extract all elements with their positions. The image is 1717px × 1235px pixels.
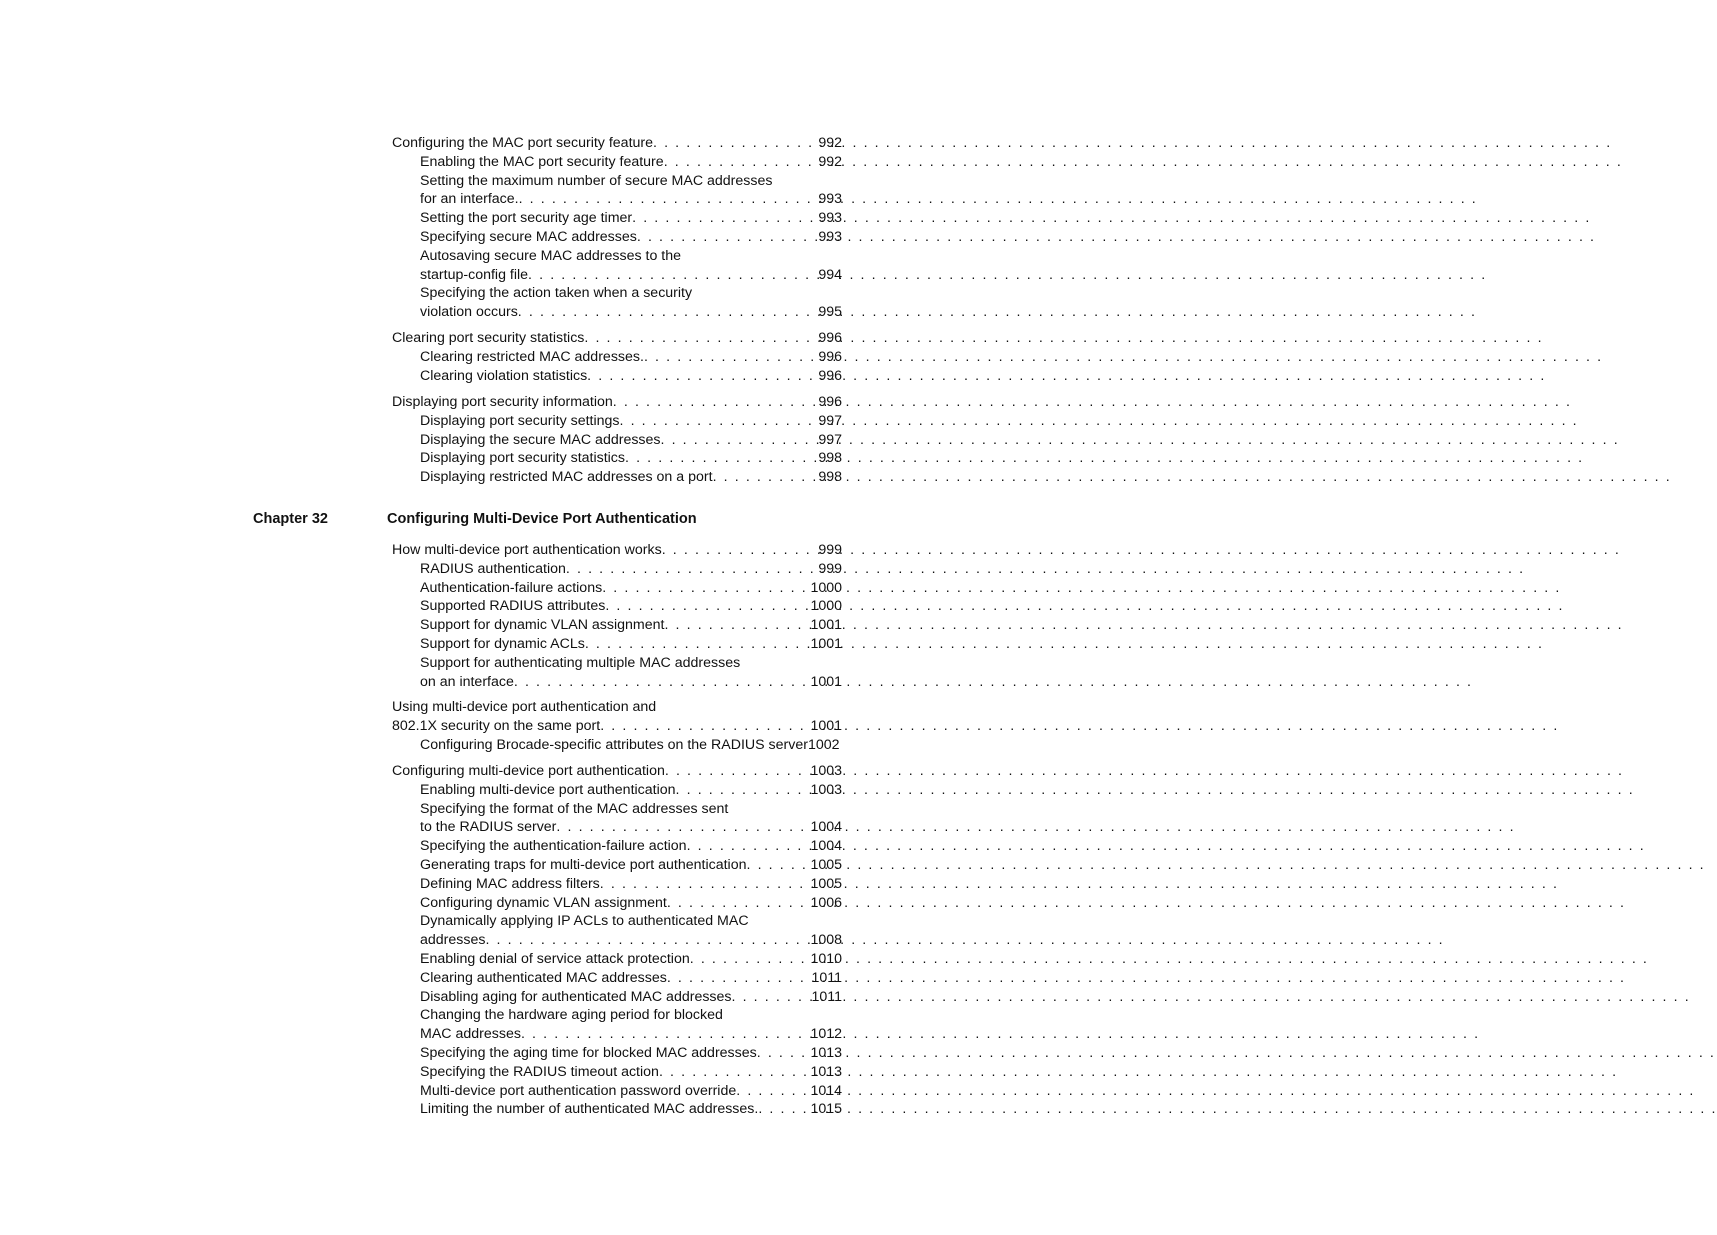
toc-dot-leader bbox=[644, 348, 816, 367]
toc-entry[interactable] bbox=[392, 329, 842, 348]
toc-entry-title: Configuring Brocade-specific attributes on the RADIUS server bbox=[420, 736, 808, 753]
toc-dot-leader bbox=[600, 875, 809, 894]
toc-entry[interactable] bbox=[392, 303, 842, 322]
toc-dot-leader bbox=[521, 1025, 809, 1044]
toc-entry[interactable] bbox=[392, 950, 842, 969]
toc-entry[interactable] bbox=[392, 579, 842, 598]
toc-dot-leader bbox=[584, 329, 816, 348]
toc-page-number: 996 bbox=[818, 330, 842, 346]
toc-dot-leader bbox=[528, 266, 816, 285]
toc-entry-title: Authentication-failure actions bbox=[420, 579, 603, 596]
toc-entry-title: Configuring multi-device port authentication bbox=[392, 763, 665, 779]
toc-entry-title: for an interface. bbox=[420, 191, 519, 208]
toc-entry[interactable] bbox=[392, 228, 842, 247]
toc-dot-leader bbox=[757, 1044, 809, 1063]
toc-page-number: 1005 bbox=[810, 856, 842, 873]
toc-dot-leader bbox=[687, 837, 809, 856]
toc-entry-title: Specifying the aging time for blocked MAC addresses bbox=[420, 1044, 757, 1061]
toc-dot-leader bbox=[613, 393, 817, 412]
toc-page-number: 1011 bbox=[811, 969, 842, 986]
toc-dot-leader bbox=[664, 153, 817, 172]
toc-entry[interactable] bbox=[392, 209, 842, 228]
chapter-title: Configuring Multi-Device Port Authentication bbox=[387, 511, 697, 527]
toc-dot-leader bbox=[620, 412, 817, 431]
toc-entry-title: Enabling the MAC port security feature bbox=[420, 153, 664, 170]
toc-page-number: 1004 bbox=[810, 819, 842, 836]
toc-page-number: 1005 bbox=[810, 875, 842, 892]
toc-page-number: 1015 bbox=[810, 1101, 842, 1118]
toc-page-number: 1003 bbox=[810, 781, 842, 798]
toc-entry[interactable] bbox=[392, 190, 842, 209]
toc-dot-leader bbox=[665, 762, 809, 781]
toc-entry[interactable] bbox=[392, 348, 842, 367]
toc-page-number: 993 bbox=[818, 191, 842, 208]
toc-entry-title: Enabling denial of service attack protection bbox=[420, 950, 690, 967]
toc-entry[interactable] bbox=[392, 894, 842, 913]
toc-dot-leader bbox=[632, 209, 816, 228]
toc-entry[interactable] bbox=[392, 1025, 842, 1044]
toc-entry[interactable] bbox=[392, 856, 842, 875]
toc-block-mac-port-security bbox=[392, 134, 842, 322]
toc-dot-leader bbox=[605, 597, 808, 616]
toc-entry-title: Configuring the MAC port security feature bbox=[392, 135, 654, 151]
toc-entry-title: Clearing violation statistics bbox=[420, 367, 588, 384]
toc-dot-leader bbox=[653, 134, 816, 153]
toc-dot-leader bbox=[659, 1063, 809, 1082]
toc-entry-title-line: Specifying the format of the MAC addresses sent bbox=[420, 800, 729, 817]
toc-entry[interactable] bbox=[392, 969, 842, 988]
toc-entry-title: Displaying port security statistics bbox=[420, 450, 625, 467]
toc-dot-leader bbox=[637, 228, 816, 247]
toc-entry-title: Displaying port security settings bbox=[420, 412, 620, 429]
toc-page-number: 999 bbox=[818, 560, 842, 577]
toc-entry-title: Support for dynamic ACLs bbox=[420, 635, 585, 652]
toc-dot-leader bbox=[518, 303, 817, 322]
toc-dot-leader bbox=[732, 988, 810, 1007]
toc-page-number: 1000 bbox=[810, 598, 842, 615]
toc-dot-leader bbox=[690, 950, 809, 969]
toc-entry-title-line: Changing the hardware aging period for blocked bbox=[420, 1007, 723, 1024]
toc-page-number: 999 bbox=[818, 542, 842, 558]
toc-entry[interactable] bbox=[392, 431, 842, 450]
toc-page-number: 1013 bbox=[810, 1063, 842, 1080]
toc-page-number: 1004 bbox=[810, 838, 842, 855]
toc-entry[interactable] bbox=[392, 1082, 842, 1101]
toc-entry-title: Enabling multi-device port authentication bbox=[420, 781, 676, 798]
toc-dot-leader bbox=[485, 931, 808, 950]
toc-entry[interactable] bbox=[392, 1100, 842, 1119]
toc-block-configuring-multi-device bbox=[392, 762, 842, 1119]
toc-entry-title: Disabling aging for authenticated MAC addresses bbox=[420, 988, 732, 1005]
toc-entry-title: Limiting the number of authenticated MAC addresses. bbox=[420, 1101, 759, 1118]
toc-page-number: 996 bbox=[818, 394, 842, 410]
toc-entry[interactable] bbox=[392, 412, 842, 431]
toc-page-number: 998 bbox=[818, 469, 842, 486]
toc-entry[interactable] bbox=[392, 818, 842, 837]
toc-entry-title: Support for dynamic VLAN assignment bbox=[420, 617, 665, 634]
toc-entry-title: startup-config file bbox=[420, 266, 529, 283]
toc-page-number: 995 bbox=[818, 304, 842, 321]
chapter-label: Chapter 32 bbox=[253, 511, 328, 527]
toc-dot-leader bbox=[747, 856, 809, 875]
toc-page-number: 1002 bbox=[807, 736, 840, 753]
toc-page-number: 996 bbox=[818, 367, 842, 384]
toc-dot-leader bbox=[713, 468, 817, 487]
toc-entry-title: Specifying secure MAC addresses bbox=[420, 228, 637, 245]
toc-entry[interactable] bbox=[392, 931, 842, 950]
toc-entry[interactable] bbox=[392, 616, 842, 635]
toc-entry-title: Clearing port security statistics bbox=[392, 330, 585, 346]
toc-entry-title: RADIUS authentication bbox=[420, 560, 566, 577]
toc-dot-leader bbox=[556, 818, 808, 837]
toc-entry-title: Multi-device port authentication password override bbox=[420, 1082, 737, 1099]
toc-dot-leader bbox=[600, 717, 808, 736]
toc-page-number: 1003 bbox=[810, 763, 842, 779]
toc-entry[interactable] bbox=[392, 736, 842, 755]
toc-entry-title: 802.1X security on the same port bbox=[392, 717, 601, 734]
toc-page-number: 996 bbox=[818, 348, 842, 365]
toc-entry-title: violation occurs bbox=[420, 304, 518, 321]
toc-entry-title: Generating traps for multi-device port authentication bbox=[420, 856, 747, 873]
toc-page-number: 994 bbox=[818, 266, 842, 283]
toc-entry-title-line: Autosaving secure MAC addresses to the bbox=[420, 247, 682, 264]
toc-page-number: 993 bbox=[818, 210, 842, 227]
toc-dot-leader bbox=[587, 367, 816, 386]
toc-entry-title-line: Support for authenticating multiple MAC addresses bbox=[420, 654, 741, 671]
toc-block-8021x-same-port bbox=[392, 698, 842, 754]
toc-entry-title: Supported RADIUS attributes bbox=[420, 598, 606, 615]
toc-dot-leader bbox=[662, 541, 817, 560]
toc-entry[interactable] bbox=[392, 266, 842, 285]
toc-entry-title: Displaying the secure MAC addresses bbox=[420, 431, 661, 448]
toc-page-number: 998 bbox=[818, 450, 842, 467]
toc-entry[interactable] bbox=[392, 781, 842, 800]
toc-entry[interactable] bbox=[392, 673, 842, 692]
toc-entry-title: Setting the port security age timer bbox=[420, 210, 633, 227]
toc-page-number: 1013 bbox=[810, 1044, 842, 1061]
toc-entry-title: How multi-device port authentication works bbox=[392, 542, 662, 558]
toc-entry-title: Defining MAC address filters bbox=[420, 875, 600, 892]
toc-dot-leader bbox=[566, 560, 816, 579]
toc-entry[interactable] bbox=[392, 449, 842, 468]
toc-page-number: 1010 bbox=[810, 950, 842, 967]
toc-dot-leader bbox=[664, 616, 808, 635]
toc-entry[interactable] bbox=[392, 875, 842, 894]
toc-entry-title-line: Using multi-device port authentication and bbox=[392, 699, 657, 715]
toc-entry-title: to the RADIUS server bbox=[420, 819, 557, 836]
toc-entry-title: on an interface bbox=[420, 673, 514, 690]
toc-entry[interactable] bbox=[392, 468, 842, 487]
toc-entry[interactable] bbox=[392, 717, 842, 736]
toc-page-number: 1001 bbox=[810, 717, 842, 734]
toc-block-how-it-works bbox=[392, 541, 842, 691]
toc-page-number: 997 bbox=[818, 431, 842, 448]
toc-entry[interactable] bbox=[392, 541, 842, 560]
toc-dot-leader bbox=[602, 579, 808, 598]
toc-entry[interactable] bbox=[392, 560, 842, 579]
toc-entry-title: MAC addresses bbox=[420, 1026, 521, 1043]
toc-entry-title: Clearing restricted MAC addresses. bbox=[420, 348, 644, 365]
toc-entry[interactable] bbox=[392, 597, 842, 616]
toc-entry-title-line: Dynamically applying IP ACLs to authenticated MAC bbox=[420, 913, 749, 930]
toc-entry-title: Specifying the authentication-failure action bbox=[420, 838, 687, 855]
toc-page-number: 1008 bbox=[810, 932, 842, 949]
toc-page-number: 1001 bbox=[810, 673, 842, 690]
toc-entry[interactable] bbox=[392, 837, 842, 856]
toc-dot-leader bbox=[661, 431, 817, 450]
toc-entry[interactable] bbox=[392, 635, 842, 654]
toc-entry[interactable] bbox=[392, 393, 842, 412]
toc-page-number: 1001 bbox=[810, 617, 842, 634]
toc-block-clearing-statistics bbox=[392, 329, 842, 385]
toc-block-displaying-information bbox=[392, 393, 842, 487]
toc-dot-leader bbox=[625, 449, 816, 468]
toc-page-number: 1014 bbox=[810, 1082, 842, 1099]
toc-page-number: 997 bbox=[818, 412, 842, 429]
toc-entry-title-line: Setting the maximum number of secure MAC addresses bbox=[420, 172, 773, 189]
toc-page-number: 993 bbox=[818, 228, 842, 245]
toc-dot-leader bbox=[676, 781, 809, 800]
toc-page-number: 1011 bbox=[811, 988, 842, 1005]
toc-dot-leader bbox=[736, 1082, 808, 1101]
toc-page-number: 1001 bbox=[810, 635, 842, 652]
toc-entry[interactable] bbox=[392, 762, 842, 781]
toc-entry-title: Displaying restricted MAC addresses on a port bbox=[420, 469, 713, 486]
toc-entry-title: Displaying port security information bbox=[392, 394, 613, 410]
toc-entry-title: Clearing authenticated MAC addresses bbox=[420, 969, 667, 986]
toc-entry[interactable] bbox=[392, 134, 842, 153]
toc-entry[interactable] bbox=[392, 367, 842, 386]
toc-entry[interactable] bbox=[392, 1044, 842, 1063]
toc-page-number: 1000 bbox=[810, 579, 842, 596]
toc-entry-title: Specifying the RADIUS timeout action bbox=[420, 1063, 659, 1080]
toc-page-number: 992 bbox=[818, 153, 842, 170]
toc-entry[interactable] bbox=[392, 1063, 842, 1082]
toc-dot-leader bbox=[758, 1100, 808, 1119]
toc-entry[interactable] bbox=[392, 153, 842, 172]
toc-entry-title: addresses bbox=[420, 932, 486, 949]
toc-entry[interactable] bbox=[392, 988, 842, 1007]
toc-entry-title: Configuring dynamic VLAN assignment bbox=[420, 894, 667, 911]
toc-dot-leader bbox=[667, 894, 809, 913]
toc-page-number: 1006 bbox=[810, 894, 842, 911]
toc-entry-title-line: Specifying the action taken when a security bbox=[420, 285, 693, 302]
toc-dot-leader bbox=[585, 635, 809, 654]
toc-dot-leader bbox=[514, 673, 809, 692]
toc-page-number: 992 bbox=[818, 135, 842, 151]
toc-page-number: 1012 bbox=[810, 1026, 842, 1043]
toc-dot-leader bbox=[519, 190, 817, 209]
toc-dot-leader bbox=[667, 969, 810, 988]
